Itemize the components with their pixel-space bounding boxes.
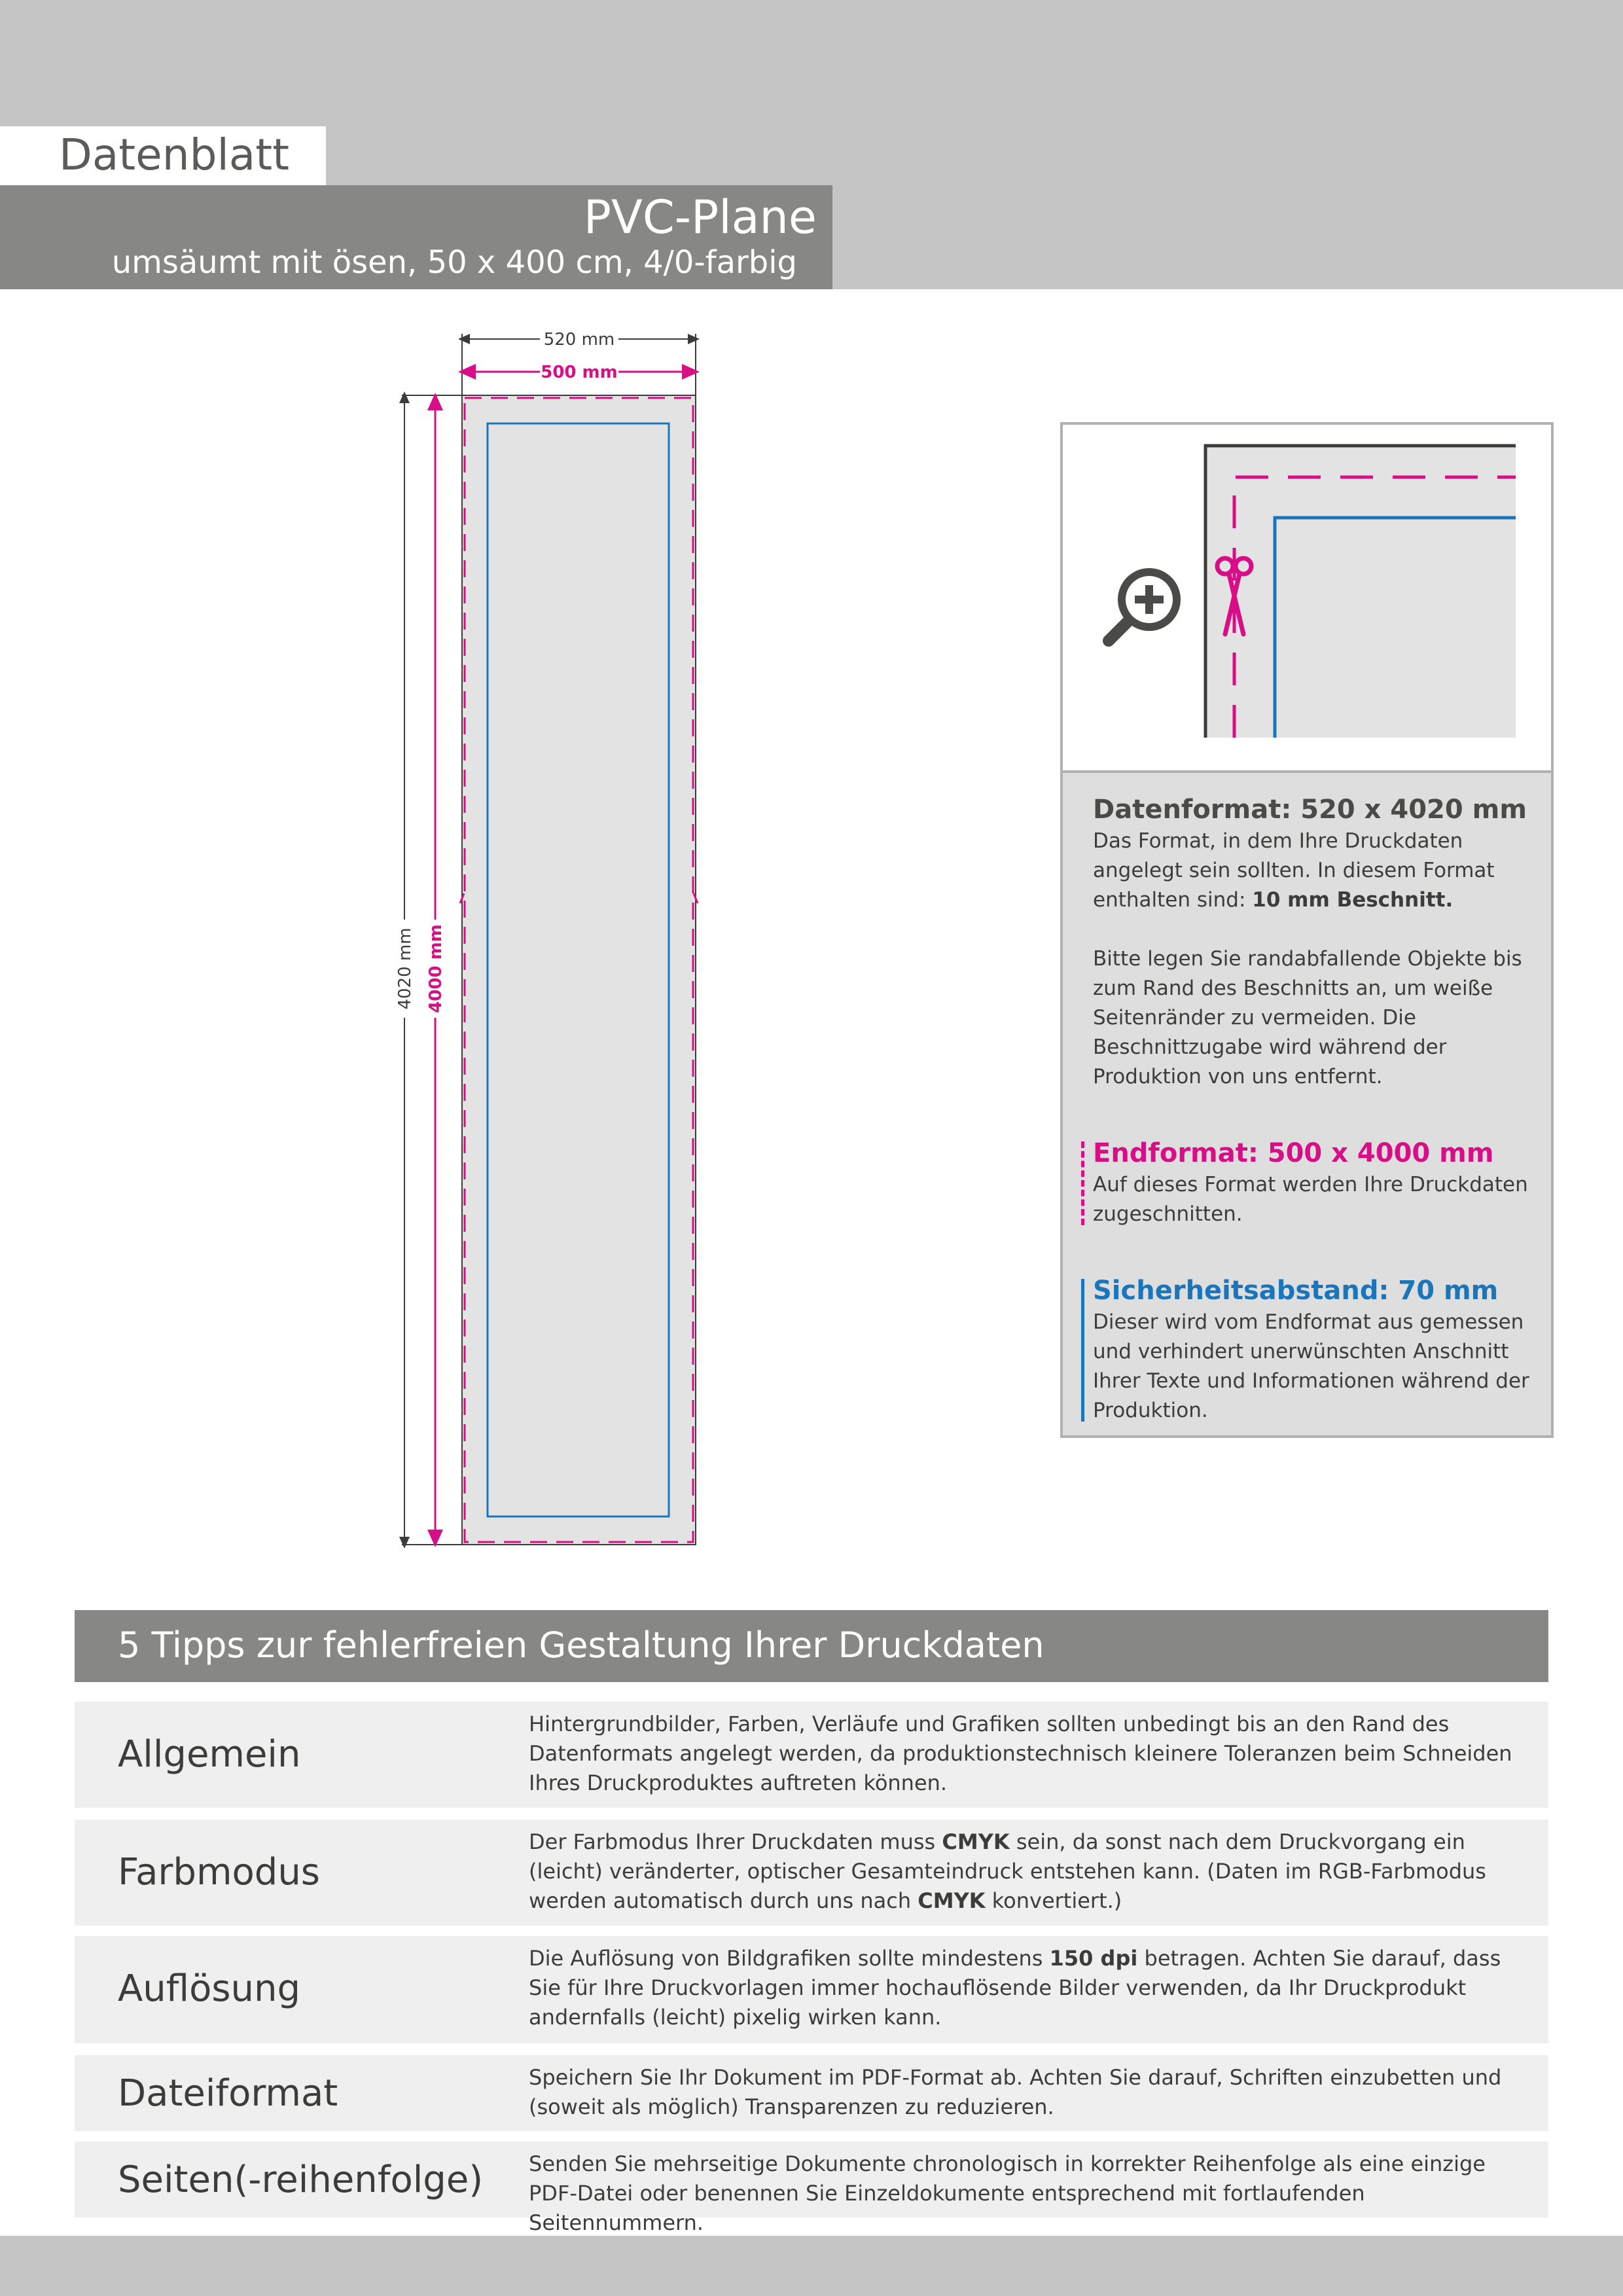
tip-label-aufloesung: Auflösung bbox=[118, 1967, 301, 2010]
sicherheit-title: Sicherheitsabstand: 70 mm bbox=[1093, 1276, 1499, 1306]
datenformat-title: Datenformat: 520 x 4020 mm bbox=[1093, 795, 1527, 825]
format-info bbox=[1063, 770, 1551, 1435]
tip-text-farbmodus: Der Farbmodus Ihrer Druckdaten muss CMYK sein, da sonst nach dem Druckvorgang ein (leicht) veränderter, optischer Gesamteindruck entstehen kann. (Daten im RGB-Farbmodus werden automatisch durch uns nach CMYK konvertiert.) bbox=[529, 1829, 1486, 1913]
datenformat-hint: Bitte legen Sie randabfallende Objekte bis zum Rand des Beschnitts an, um weiße Seitenränder zu vermeiden. Die Beschnittzugabe wird während der Produktion von uns entfernt. bbox=[1093, 947, 1522, 1088]
trim-marker bbox=[1081, 1141, 1084, 1225]
section-endformat bbox=[1093, 1136, 1538, 1229]
tip-text-allgemein: Hintergrundbilder, Farben, Verläufe und Grafiken sollten unbedingt bis an den Rand des Datenformats angelegt werden, da produktionstechnisch kleinere Toleranzen beim Schneiden Ihres Druckproduktes auftreten können. bbox=[529, 1712, 1512, 1795]
tip-row-farbmodus bbox=[75, 1820, 1548, 1926]
format-diagram-svg bbox=[386, 327, 713, 1558]
endformat-text: Auf dieses Format werden Ihre Druckdaten zugeschnitten. bbox=[1093, 1173, 1528, 1226]
product-subtitle: umsäumt mit ösen, 50 x 400 cm, 4/0-farbig bbox=[111, 244, 797, 281]
tip-label-dateiformat: Dateiformat bbox=[118, 2072, 338, 2115]
section-sicherheit bbox=[1093, 1274, 1538, 1426]
dim-width-final: 500 mm bbox=[541, 363, 618, 382]
zoom-detail bbox=[1063, 425, 1551, 770]
dim-width-data: 520 mm bbox=[543, 330, 615, 350]
datenformat-text: Das Format, in dem Ihre Druckdaten angelegt sein sollten. In diesem Format enthalten sind: 10 mm Beschnitt. bbox=[1093, 829, 1495, 912]
zoom-detail-svg bbox=[1063, 425, 1551, 770]
tip-label-allgemein: Allgemein bbox=[118, 1733, 301, 1776]
sicherheit-text: Dieser wird vom Endformat aus gemessen und verhindert unerwünschten Anschnitt Ihrer Texte und Informationen während der Produktion. bbox=[1093, 1310, 1529, 1422]
tip-text-seiten: Senden Sie mehrseitige Dokumente chronologisch in korrekter Reihenfolge als eine einzige PDF-Datei oder benennen Sie Einzeldokumente entsprechend mit fortlaufenden Seitennummern. bbox=[529, 2151, 1486, 2235]
tip-label-seiten: Seiten(-reihenfolge) bbox=[118, 2159, 484, 2201]
dim-height-data: 4020 mm bbox=[395, 927, 415, 1010]
product-title-box bbox=[0, 185, 832, 289]
section-datenformat bbox=[1093, 793, 1538, 1092]
data-format-rect bbox=[462, 395, 696, 1545]
endformat-title: Endformat: 500 x 4000 mm bbox=[1093, 1138, 1494, 1168]
tip-row-aufloesung bbox=[75, 1936, 1548, 2043]
safety-marker bbox=[1081, 1279, 1084, 1422]
product-title: PVC-Plane bbox=[583, 190, 817, 244]
tip-row-seiten bbox=[75, 2142, 1548, 2235]
tip-label-farbmodus: Farbmodus bbox=[118, 1851, 320, 1893]
tip-text-dateiformat: Speichern Sie Ihr Dokument im PDF-Format ab. Achten Sie darauf, Schriften einzubetten und (soweit als möglich) Transparenzen zu reduzieren. bbox=[529, 2065, 1502, 2119]
dim-height-final: 4000 mm bbox=[426, 924, 446, 1013]
tip-text-aufloesung: Die Auflösung von Bildgrafiken sollte mindestens 150 dpi betragen. Achten Sie darauf, dass Sie für Ihre Druckvorlagen immer hochauflösende Bilder verwenden, da Ihr Druckprodukt andernfalls (leicht) pixelig wirken kann. bbox=[529, 1946, 1501, 2030]
tip-row-dateiformat bbox=[75, 2055, 1548, 2131]
datenblatt-label: Datenblatt bbox=[59, 130, 290, 180]
format-info-panel bbox=[1060, 422, 1554, 1438]
tip-row-allgemein bbox=[75, 1702, 1548, 1808]
zoom-in-icon bbox=[1109, 568, 1181, 641]
tips-title: 5 Tipps zur fehlerfreien Gestaltung Ihrer Druckdaten bbox=[118, 1624, 1044, 1666]
footer-band bbox=[0, 2236, 1623, 2296]
tips-header bbox=[75, 1610, 1548, 1682]
format-diagram bbox=[386, 327, 713, 1558]
